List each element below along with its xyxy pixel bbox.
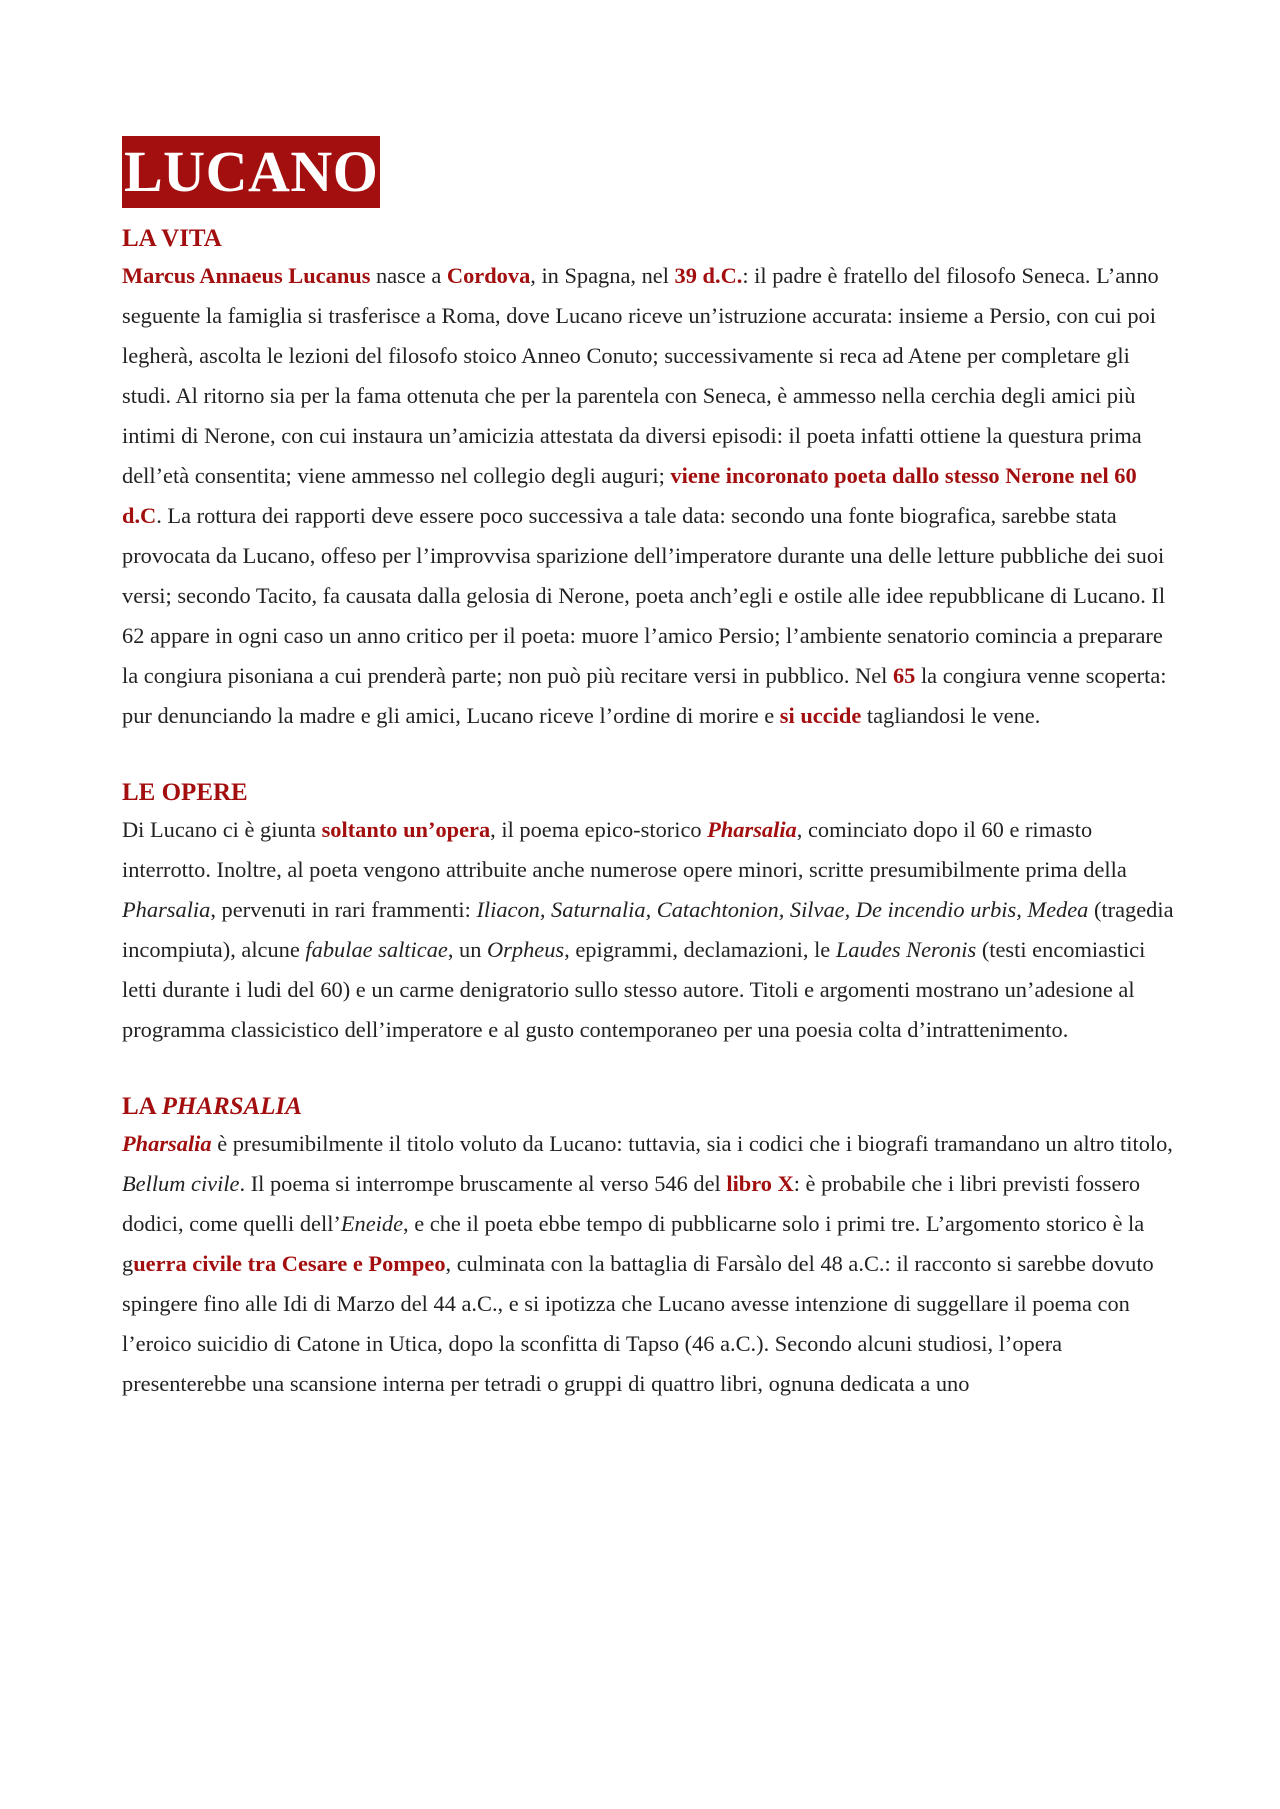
highlight-text: Pharsalia: [707, 817, 797, 842]
text-run: , in Spagna, nel: [530, 263, 675, 288]
text-run: la congiura venne scoperta: pur denunciando la madre e gli amici, Lucano riceve l’ordine di morire e: [122, 663, 1167, 728]
text-run: , pervenuti in rari frammenti:: [210, 897, 477, 922]
text-run: , il poema epico-storico: [490, 817, 708, 842]
text-run: , cominciato dopo il 60 e rimasto interrotto. Inoltre, al poeta vengono attribuite anche numerose opere minori, scritte presumibilmente prima della: [122, 817, 1127, 882]
text-run: è presumibilmente il titolo voluto da Lucano: tuttavia, sia i codici che i biografi tramandano un altro titolo,: [211, 1131, 1173, 1156]
section-pharsalia: [122, 1090, 1180, 1404]
highlight-text: soltanto un’opera: [321, 817, 491, 842]
highlight-text: libro X: [726, 1171, 794, 1196]
italic-text: Pharsalia: [122, 897, 211, 922]
italic-text: Bellum civile: [122, 1171, 240, 1196]
paragraph-opere: [122, 810, 1180, 1050]
paragraph-pharsalia: [122, 1124, 1180, 1404]
text-run: , un: [447, 937, 488, 962]
section-heading-vita: LA VITA: [122, 225, 222, 252]
text-run: , culminata con la battaglia di Farsàlo del 48 a.C.: il racconto si sarebbe dovuto spingere fino alle Idi di Marzo del 44 a.C., e si ipotizza che Lucano avesse intenzione di suggellare il poema con l’eroico suicidio di Catone in Utica, dopo la sconfitta di Tapso (46 a.C.). Secondo alcuni studiosi, l’opera presenterebbe una scansione interna per tetradi o gruppi di quattro libri, ognuna dedicata a uno: [122, 1251, 1154, 1396]
text-run: . La rottura dei rapporti deve essere poco successiva a tale data: secondo una fonte biografica, sarebbe stata provocata da Lucano, offeso per l’improvvisa sparizione dell’imperatore durante una delle letture pubbliche dei suoi versi; secondo Tacito, fa causata dalla gelosia di Nerone, poeta anch’egli e ostile alle idee repubblicane di Lucano. Il 62 appare in ogni caso un anno critico per il poeta: muore l’amico Persio; l’ambiente senatorio comincia a preparare la congiura pisoniana a cui prenderà parte; non può più recitare versi in pubblico. Nel: [122, 503, 1166, 688]
text-run: (testi encomiastici letti durante i ludi del 60) e un carme denigratorio sullo stesso autore. Titoli e argomenti mostrano un’adesione al programma classicistico dell’imperatore e al gusto contemporaneo per una poesia colta d’intrattenimento.: [122, 937, 1146, 1042]
highlight-text: Pharsalia: [122, 1131, 212, 1156]
highlight-text: 65: [892, 663, 916, 688]
section-heading-pharsalia-italic: PHARSALIA: [161, 1093, 302, 1120]
text-run: , e che il poeta ebbe tempo di pubblicarne solo i primi tre. L’argomento storico è la g: [122, 1211, 1145, 1276]
text-run: . Il poema si interrompe bruscamente al verso 546 del: [239, 1171, 727, 1196]
text-run: tagliandosi le vene.: [861, 703, 1041, 728]
highlight-text: viene incoronato poeta dallo stesso Nerone nel 60 d.C: [122, 463, 1137, 528]
text-run: : è probabile che i libri previsti fossero dodici, come quelli dell’: [122, 1171, 1141, 1236]
section-heading-pharsalia-prefix: LA: [122, 1093, 162, 1120]
highlight-text: si uccide: [779, 703, 862, 728]
section-heading-pharsalia: [122, 1090, 1180, 1124]
section-vita: [122, 222, 1180, 736]
highlight-text: uerra civile tra Cesare e Pompeo: [133, 1251, 446, 1276]
text-run: nasce a: [370, 263, 447, 288]
text-run: : il padre è fratello del filosofo Seneca. L’anno seguente la famiglia si trasferisce a Roma, dove Lucano riceve un’istruzione accurata: insieme a Persio, con cui poi legherà, ascolta le lezioni del filosofo stoico Anneo Conuto; successivamente si reca ad Atene per completare gli studi. Al ritorno sia per la fama ottenuta che per la parentela con Seneca, è ammesso nella cerchia degli amici più intimi di Nerone, con cui instaura un’amicizia attestata da diversi episodi: il poeta infatti ottiene la questura prima dell’età consentita; viene ammesso nel collegio degli auguri;: [122, 263, 1159, 488]
section-heading-opere: LE OPERE: [122, 779, 248, 806]
document-title: LUCANO: [122, 136, 380, 208]
highlight-text: Cordova: [446, 263, 531, 288]
text-run: Di Lucano ci è giunta: [122, 817, 322, 842]
section-opere: [122, 776, 1180, 1050]
text-run: , epigrammi, declamazioni, le: [564, 937, 836, 962]
highlight-text: 39 d.C.: [674, 263, 743, 288]
italic-text: Laudes Neronis: [835, 937, 977, 962]
italic-text: Eneide: [340, 1211, 404, 1236]
italic-text: Iliacon, Saturnalia, Catachtonion, Silvae, De incendio urbis, Medea: [476, 897, 1089, 922]
italic-text: fabulae salticae: [305, 937, 448, 962]
paragraph-vita: [122, 256, 1180, 736]
highlight-text: Marcus Annaeus Lucanus: [122, 263, 371, 288]
text-run: (tragedia incompiuta), alcune: [122, 897, 1174, 962]
italic-text: Orpheus: [487, 937, 565, 962]
